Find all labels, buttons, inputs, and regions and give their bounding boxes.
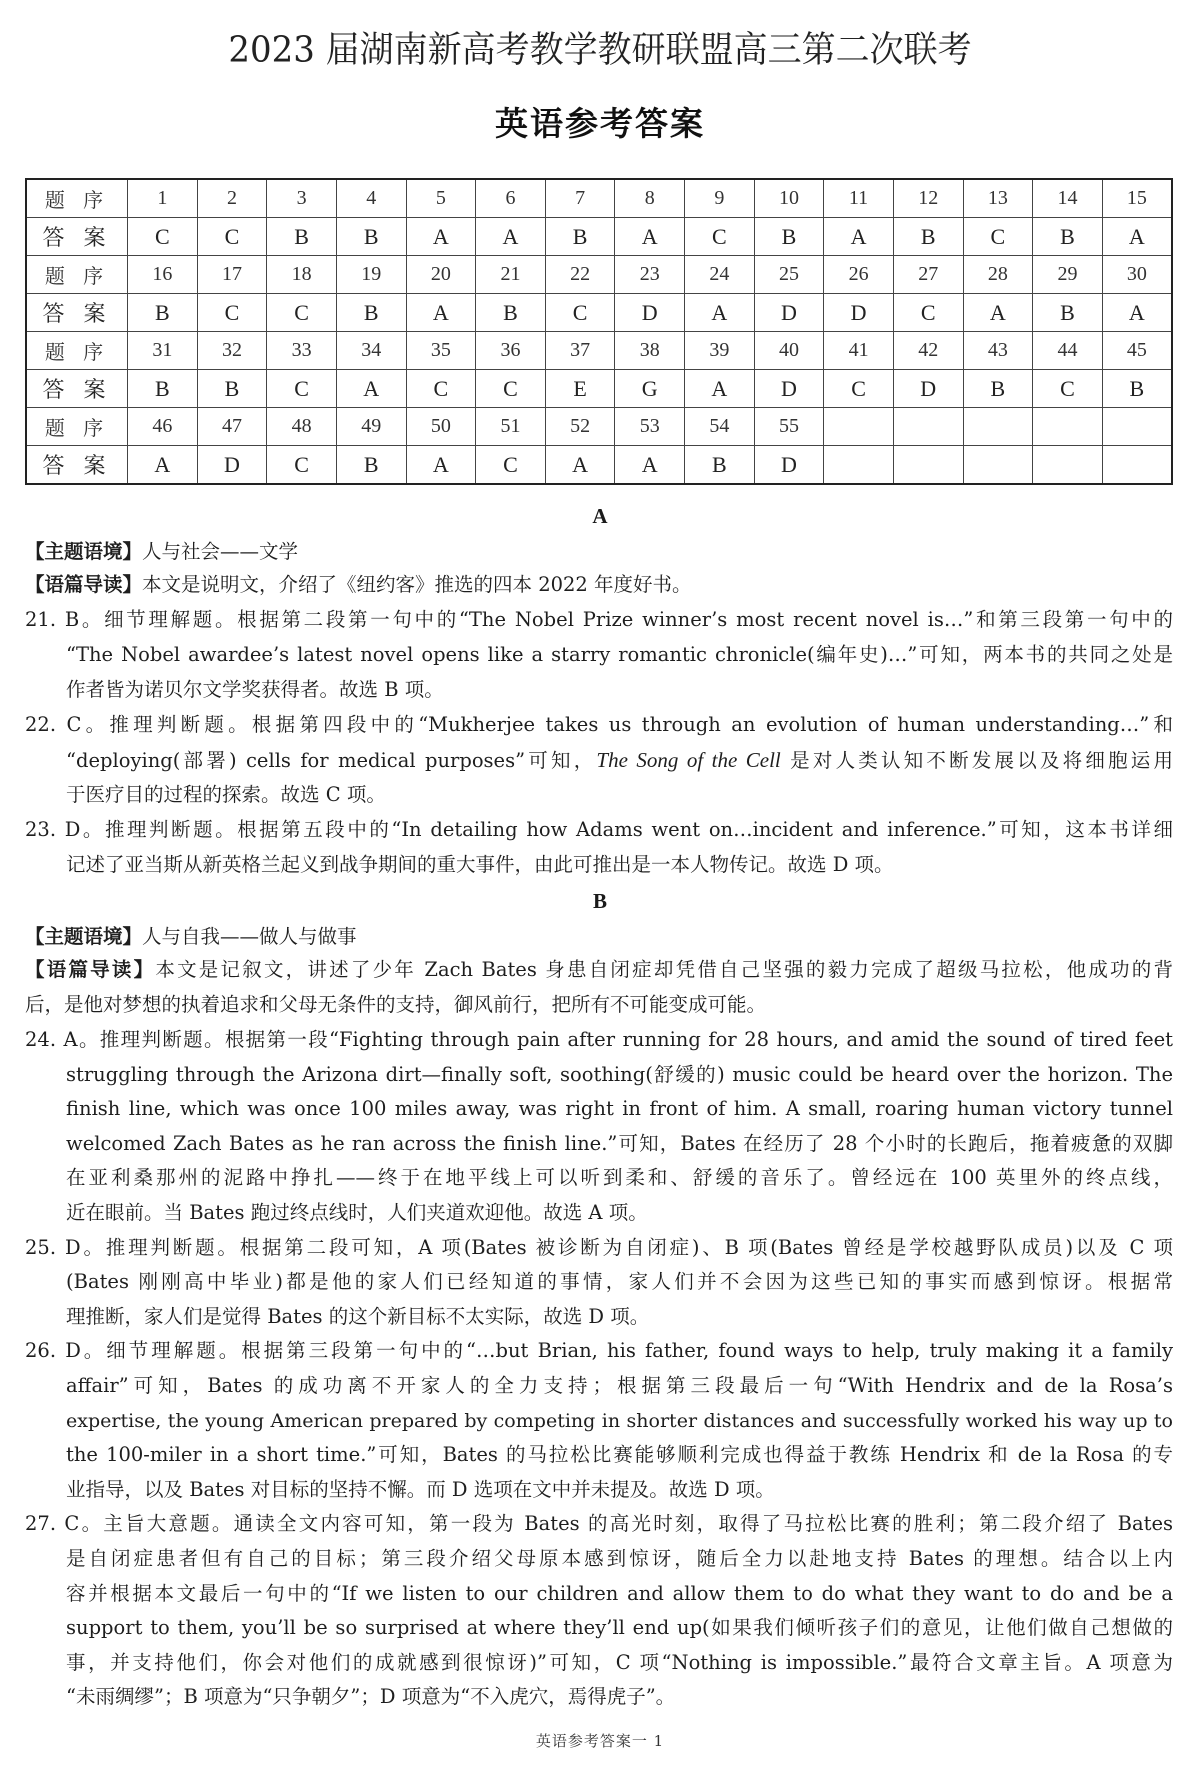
line-text: 24. A。推理判断题。根据第一段“Fighting through pain after running for 28 hours, and amid the sound of tired feet [25,1028,1173,1051]
question-number-cell: 33 [267,332,337,370]
answer-cell: D [615,294,685,332]
explanation-line [66,1577,1173,1611]
explanation-line [25,813,1173,847]
question-number-cell: 35 [406,332,476,370]
answer-cell: A [963,294,1033,332]
question-number-cell: 37 [545,332,615,370]
question-number-cell: 53 [615,408,685,446]
section-b-theme [25,920,1173,954]
question-number-cell: 28 [963,256,1033,294]
question-number-cell: 36 [476,332,546,370]
answer-cell: B [336,218,406,256]
answer-cell: A [406,218,476,256]
line-text: support to them, you’ll be so surprised at where they’ll end up(如果我们倾听孩子们的意见，让他们做自己想做的 [66,1616,1173,1639]
answer-label: 答 案 [26,446,128,485]
question-number-cell: 12 [893,179,963,218]
explanation-line [66,1542,1173,1576]
line-text: 记述了亚当斯从新英格兰起义到战争期间的重大事件，由此可推出是一本人物传记。故选 D 项。 [66,853,894,876]
answer-cell: B [963,370,1033,408]
explanation-line [66,1300,1173,1334]
question-number-cell: 15 [1102,179,1172,218]
explanation-line [66,1438,1173,1472]
answer-cell: A [685,370,755,408]
line-text-part: 是对人类认知不断发展以及将细胞运用 [780,749,1173,772]
question-number-cell: 17 [197,256,267,294]
explanation-line [66,1196,1173,1230]
question-number-cell: 52 [545,408,615,446]
question-number-cell: 46 [128,408,198,446]
question-number-row [26,408,1172,446]
explanation-line [66,848,1173,882]
answer-label: 答 案 [26,370,128,408]
answer-label: 答 案 [26,294,128,332]
question-number-cell: 20 [406,256,476,294]
explanation-line [66,1369,1173,1403]
answer-cell: B [1033,218,1103,256]
question-number-row [26,256,1172,294]
question-number-cell: 47 [197,408,267,446]
line-text: 23. D。推理判断题。根据第五段中的“In detailing how Adams went on…incident and inference.”可知，这本书详细 [25,818,1173,841]
question-number-cell: 50 [406,408,476,446]
question-number-cell [824,408,894,446]
answer-cell: B [476,294,546,332]
answer-cell: C [406,370,476,408]
question-number-cell: 26 [824,256,894,294]
explanation-line [66,1473,1173,1507]
answer-cell: B [336,446,406,485]
question-number-cell: 24 [685,256,755,294]
intro-text: 本文是说明文，介绍了《纽约客》推选的四本 2022 年度好书。 [142,573,692,596]
answer-cell: C [824,370,894,408]
question-number-cell: 21 [476,256,546,294]
answer-cell: B [685,446,755,485]
question-number-cell: 2 [197,179,267,218]
answer-cell: A [476,218,546,256]
line-text: 业指导，以及 Bates 对目标的坚持不懈。而 D 选项在文中并未提及。故选 D 项。 [66,1478,775,1501]
theme-label: 【主题语境】 [25,540,143,563]
question-number-cell: 22 [545,256,615,294]
answer-cell: B [1102,370,1172,408]
question-number-cell: 38 [615,332,685,370]
answer-cell: A [336,370,406,408]
answer-cell: B [754,218,824,256]
answer-cell: A [1102,294,1172,332]
answer-row [26,370,1172,408]
question-number-label: 题 序 [26,256,128,294]
line-text: (Bates 刚刚高中毕业)都是他的家人们已经知道的事情，家人们并不会因为这些已知的事实而感到惊讶。根据常 [66,1270,1173,1293]
explanation-line [66,1265,1173,1299]
explanation-line [66,1161,1173,1195]
question-number-cell: 49 [336,408,406,446]
answer-cell: A [615,446,685,485]
question-number-cell: 27 [893,256,963,294]
question-number-cell: 29 [1033,256,1103,294]
answer-cell: C [128,218,198,256]
question-number-cell: 6 [476,179,546,218]
line-text: 25. D。推理判断题。根据第二段可知，A 项(Bates 被诊断为自闭症)、B 项(Bates 曾经是学校越野队成员)以及 C 项 [25,1236,1173,1259]
answer-cell: D [754,446,824,485]
answer-cell: C [267,370,337,408]
answer-label: 答 案 [26,218,128,256]
line-text: 于医疗目的过程的探索。故选 C 项。 [66,783,386,806]
line-text: 是自闭症患者但有自己的目标；第三段介绍父母原本感到惊讶，随后全力以赴地支持 Bates 的理想。结合以上内 [66,1547,1173,1570]
question-number-cell: 45 [1102,332,1172,370]
theme-text: 人与自我——做人与做事 [142,925,357,948]
question-number-cell: 8 [615,179,685,218]
question-number-cell: 55 [754,408,824,446]
answer-cell: A [615,218,685,256]
question-number-cell: 31 [128,332,198,370]
line-text: 近在眼前。当 Bates 跑过终点线时，人们夹道欢迎他。故选 A 项。 [66,1201,648,1224]
question-number-cell: 34 [336,332,406,370]
question-number-cell [1102,408,1172,446]
answer-cell: C [197,218,267,256]
question-number-label: 题 序 [26,332,128,370]
answer-cell: B [128,370,198,408]
answer-cell: B [893,218,963,256]
question-number-cell: 3 [267,179,337,218]
question-number-cell: 5 [406,179,476,218]
explanation-line [66,673,1173,707]
section-b-intro [25,953,1173,987]
line-text: 27. C。主旨大意题。通读全文内容可知，第一段为 Bates 的高光时刻，取得了马拉松比赛的胜利；第二段介绍了 Bates [25,1512,1173,1535]
line-text: the 100-miler in a short time.”可知，Bates 的马拉松比赛能够顺利完成也得益于教练 Hendrix 和 de la Rosa 的专 [66,1443,1173,1466]
intro-label: 【语篇导读】 [25,958,156,981]
answer-cell: A [406,446,476,485]
explanation-line [66,1611,1173,1645]
intro-text: 后，是他对梦想的执着追求和父母无条件的支持，御风前行，把所有不可能变成可能。 [25,993,767,1016]
answer-cell: D [893,370,963,408]
line-text: 容并根据本文最后一句中的“If we listen to our children and allow them to do what they want to do and be a [66,1582,1173,1605]
question-number-cell: 54 [685,408,755,446]
question-number-cell: 4 [336,179,406,218]
line-text [66,743,1173,778]
explanation-line [66,1127,1173,1161]
answer-cell [893,446,963,485]
question-number-cell [963,408,1033,446]
explanation-line [66,1680,1173,1714]
answer-cell [1102,446,1172,485]
line-text: “未雨绸缪”；B 项意为“只争朝夕”；D 项意为“不入虎穴，焉得虎子”。 [66,1685,676,1708]
answer-cell: C [685,218,755,256]
question-number-cell: 39 [685,332,755,370]
question-number-cell: 32 [197,332,267,370]
question-number-cell [1033,408,1103,446]
line-text-part: “deploying(部署) cells for medical purposes”可知， [66,749,597,772]
section-b-intro-cont [25,988,1173,1022]
explanation-line [66,1404,1173,1438]
answer-cell: A [685,294,755,332]
theme-text: 人与社会——文学 [142,540,299,563]
answer-row [26,294,1172,332]
section-a-intro [25,568,1173,602]
question-number-label: 题 序 [26,179,128,218]
answer-cell: D [754,294,824,332]
answer-cell [1033,446,1103,485]
explanation-line [66,1058,1173,1092]
intro-line [25,953,1173,987]
question-number-cell: 40 [754,332,824,370]
question-number-cell [893,408,963,446]
explanation-line [25,1507,1173,1541]
explanation-line [66,778,1173,812]
answer-cell: C [476,370,546,408]
question-number-label: 题 序 [26,408,128,446]
explanation-line [66,1092,1173,1126]
question-number-cell: 51 [476,408,546,446]
answer-cell: A [824,218,894,256]
answer-cell: B [267,218,337,256]
line-text: expertise, the young American prepared by competing in shorter distances and successfully worked his way up to [66,1410,1173,1432]
answer-cell: D [197,446,267,485]
document-subtitle: 英语参考答案 [495,104,705,143]
answer-cell: C [197,294,267,332]
answer-cell: B [336,294,406,332]
line-text: “The Nobel awardee’s latest novel opens like a starry romantic chronicle(编年史)…”可知，两本书的共同之处是 [66,643,1173,666]
answer-cell: B [545,218,615,256]
section-a-theme [25,535,1173,569]
question-number-cell: 42 [893,332,963,370]
answer-cell: B [1033,294,1103,332]
line-text: 21. B。细节理解题。根据第二段第一句中的“The Nobel Prize winner’s most recent novel is…”和第三段第一句中的 [25,608,1173,631]
question-number-cell: 11 [824,179,894,218]
answer-cell [963,446,1033,485]
answer-cell: C [963,218,1033,256]
answer-cell: C [545,294,615,332]
answer-cell [824,446,894,485]
question-number-row [26,179,1172,218]
question-number-cell: 16 [128,256,198,294]
explanation-line [25,1334,1173,1368]
line-text: 22. C。推理判断题。根据第四段中的“Mukherjee takes us through an evolution of human understanding…”和 [25,713,1173,736]
intro-text: 本文是记叙文，讲述了少年 Zach Bates 身患自闭症却凭借自己坚强的毅力完成了超级马拉松，他成功的背 [155,958,1173,981]
section-heading-b: B [592,889,607,913]
explanation-line [25,1023,1173,1057]
answer-cell: E [545,370,615,408]
section-heading-a: A [592,504,608,528]
intro-label: 【语篇导读】 [25,573,143,596]
answer-cell: C [476,446,546,485]
question-number-cell: 23 [615,256,685,294]
explanation-line [66,743,1173,777]
question-number-cell: 10 [754,179,824,218]
answer-cell: C [1033,370,1103,408]
explanation-line [25,603,1173,637]
answer-cell: A [128,446,198,485]
line-text: 事，并支持他们，你会对他们的成就感到很惊讶)”可知，C 项“Nothing is impossible.”最符合文章主旨。A 项意为 [66,1651,1173,1674]
line-text: 在亚利桑那州的泥路中挣扎——终于在地平线上可以听到柔和、舒缓的音乐了。曾经远在 100 英里外的终点线， [66,1166,1173,1189]
book-title: The Song of the Cell [596,748,781,772]
theme-label: 【主题语境】 [25,925,143,948]
question-number-cell: 44 [1033,332,1103,370]
question-number-cell: 1 [128,179,198,218]
question-number-cell: 18 [267,256,337,294]
question-number-cell: 14 [1033,179,1103,218]
answer-cell: A [1102,218,1172,256]
page-footer: 英语参考答案一 1 [535,1732,665,1750]
line-text: welcomed Zach Bates as he ran across the finish line.”可知，Bates 在经历了 28 个小时的长跑后，拖着疲惫的双脚 [66,1132,1173,1155]
line-text: 作者皆为诺贝尔文学奖获得者。故选 B 项。 [66,678,444,701]
question-number-cell: 7 [545,179,615,218]
answer-cell: C [267,446,337,485]
answer-cell: C [893,294,963,332]
line-text: finish line, which was once 100 miles away, was right in front of him. A small, roaring human victory tunnel [66,1097,1173,1120]
line-text: struggling through the Arizona dirt—finally soft, soothing(舒缓的) music could be heard over the horizon. The [66,1063,1173,1086]
line-text: 理推断，家人们是觉得 Bates 的这个新目标不太实际，故选 D 项。 [66,1305,650,1328]
question-number-cell: 9 [685,179,755,218]
answer-cell: A [406,294,476,332]
question-number-cell: 13 [963,179,1033,218]
line-text: 26. D。细节理解题。根据第三段第一句中的“…but Brian, his father, found ways to help, truly making it a family [25,1339,1173,1362]
answer-row [26,446,1172,485]
answer-cell: G [615,370,685,408]
explanation-line [25,708,1173,742]
question-number-cell: 48 [267,408,337,446]
question-number-cell: 19 [336,256,406,294]
answer-cell: A [545,446,615,485]
question-number-cell: 25 [754,256,824,294]
question-number-cell: 30 [1102,256,1172,294]
question-number-row [26,332,1172,370]
explanation-line [25,1231,1173,1265]
answer-cell: D [824,294,894,332]
question-number-cell: 41 [824,332,894,370]
answer-cell: B [197,370,267,408]
question-number-cell: 43 [963,332,1033,370]
answer-row [26,218,1172,256]
document-title: 2023 届湖南新高考教学教研联盟高三第二次联考 [228,29,972,72]
explanation-line [66,638,1173,672]
answer-cell: D [754,370,824,408]
line-text: affair”可知，Bates 的成功离不开家人的全力支持；根据第三段最后一句“With Hendrix and de la Rosa’s [66,1374,1173,1397]
answer-cell: B [128,294,198,332]
answer-cell: C [267,294,337,332]
answer-key-table [25,178,1173,485]
explanation-line [66,1646,1173,1680]
